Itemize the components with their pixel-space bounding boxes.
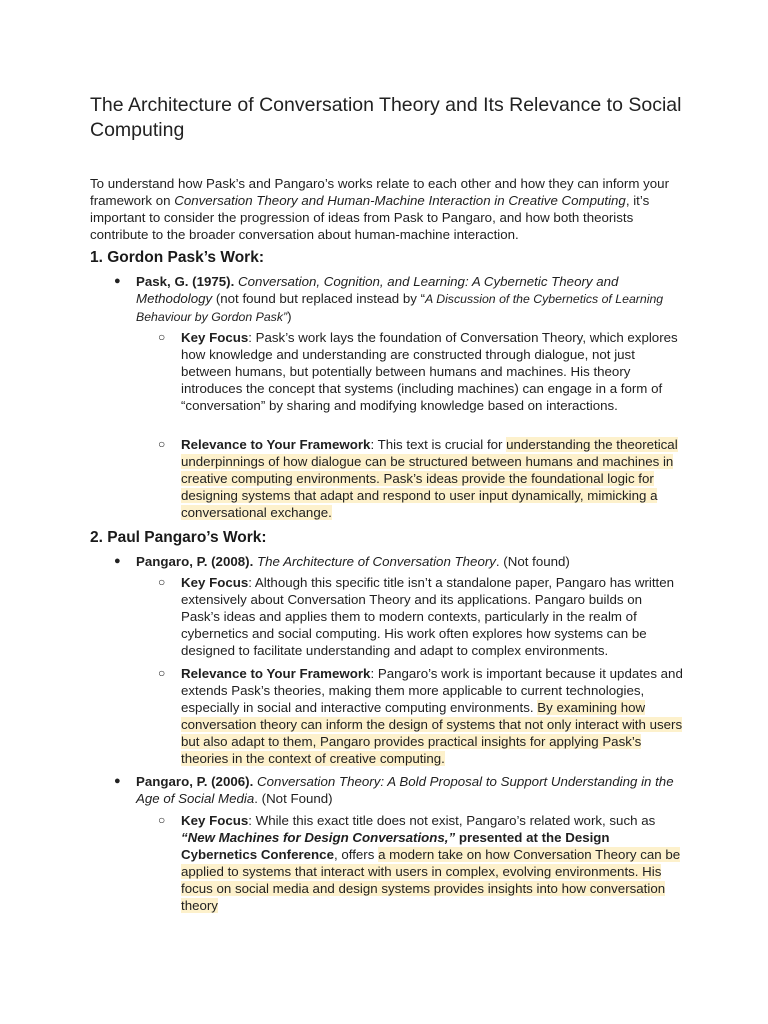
sub-bullet-icon: ○ [158,330,166,344]
key-focus-label: Key Focus [181,330,249,345]
ref-alt-title: A Discussion of the Cybernetics of Learning Behaviour by Gordon Pask” [136,292,664,324]
key-focus-pask [181,329,684,414]
ref-close: ) [287,309,292,324]
key-focus-text-2: , offers [333,847,379,862]
sub-bullet-icon: ○ [158,575,166,589]
sub-bullet-icon: ○ [158,437,166,451]
key-focus-label: Key Focus [181,575,249,590]
conference-name: presented at the Design Cybernetics Conference [181,830,610,862]
key-focus-text: : While this exact title does not exist, Pangaro’s related work, such as [248,813,656,828]
section-heading-pask: 1. Gordon Pask’s Work: [90,249,264,266]
intro-text-end: , it’s important to consider the progression of ideas from Pask to Pangaro, and how both theorists contribute to the broader conversation about human-machine interaction. [90,193,650,242]
sub-bullet-icon: ○ [158,666,166,680]
intro-framework-title: Conversation Theory and Human-Machine Interaction in Creative Computing [174,193,626,208]
ref-note: . (Not found) [495,554,570,569]
key-focus-pangaro-2006 [181,812,684,914]
key-focus-pangaro-2008 [181,574,684,659]
relevance-pangaro-2008 [181,665,684,767]
reference-pask-1975 [136,273,684,326]
ref-note: (not found but replaced instead by “ [212,291,426,306]
relevance-text: : Pangaro’s work is important because it updates and extends Pask’s theories, making them more applicable to current technologies, especially in social and interactive computing environments. [181,666,683,715]
intro-paragraph [90,175,680,243]
relevance-label: Relevance to Your Framework [181,437,371,452]
bullet-icon: ● [114,555,121,567]
ref-title: The Architecture of Conversation Theory [253,554,496,569]
reference-pangaro-2008 [136,553,684,570]
bullet-icon: ● [114,775,121,787]
ref-author: Pangaro, P. (2008). [136,554,254,569]
ref-title: Conversation, Cognition, and Learning: A Cybernetic Theory and Methodology [136,274,619,306]
ref-note: . (Not Found) [254,791,333,806]
document-title: The Architecture of Conversation Theory and Its Relevance to Social Computing [90,94,682,141]
ref-title: Conversation Theory: A Bold Proposal to Support Understanding in the Age of Social Media [136,774,674,806]
relevance-label: Relevance to Your Framework [181,666,371,681]
highlighted-text: understanding the theoretical underpinnings of how dialogue can be structured between humans and machines in creative computing environments. Pask’s ideas provide the foundational logic for designing systems that adapt and respond to user input dynamically, mimicking a conversational exchange. [181,437,678,520]
highlighted-text: By examining how conversation theory can inform the design of systems that not only interact with users but also adapt to them, Pangaro provides practical insights for applying Pask’s theories in the context of creative computing. [181,700,683,766]
key-focus-label: Key Focus [181,813,249,828]
key-focus-text: : Although this specific title isn’t a standalone paper, Pangaro has written extensively about Conversation Theory and its applications. Pangaro builds on Pask’s ideas and applies them to modern contexts, particularly in the realm of cybernetics and social computing. His work often explores how systems can be designed to facilitate understanding and adapt to complex environments. [181,575,675,658]
highlighted-text: a modern take on how Conversation Theory can be applied to systems that interact with users in complex, evolving environments. His focus on social media and design systems provides insights into how conversation theory [181,847,681,913]
relevance-pask [181,436,684,521]
sub-bullet-icon: ○ [158,813,166,827]
reference-pangaro-2006 [136,773,684,807]
ref-author: Pangaro, P. (2006). [136,774,254,789]
ref-author: Pask, G. (1975). [136,274,235,289]
relevance-text: : This text is crucial for [370,437,507,452]
section-heading-pangaro: 2. Paul Pangaro’s Work: [90,529,267,546]
key-focus-text: : Pask’s work lays the foundation of Conversation Theory, which explores how knowledge and understanding are constructed through dialogue, not just between humans, but potentially between humans and machines. His theory introduces the concept that systems (including machines) can engage in a form of “conversation” by sharing and modifying knowledge based on interactions. [181,330,678,413]
bullet-icon: ● [114,275,121,287]
conference-paper-title: “New Machines for Design Conversations,” [181,830,456,845]
intro-text: To understand how Pask’s and Pangaro’s works relate to each other and how they can inform your framework on [90,176,669,208]
